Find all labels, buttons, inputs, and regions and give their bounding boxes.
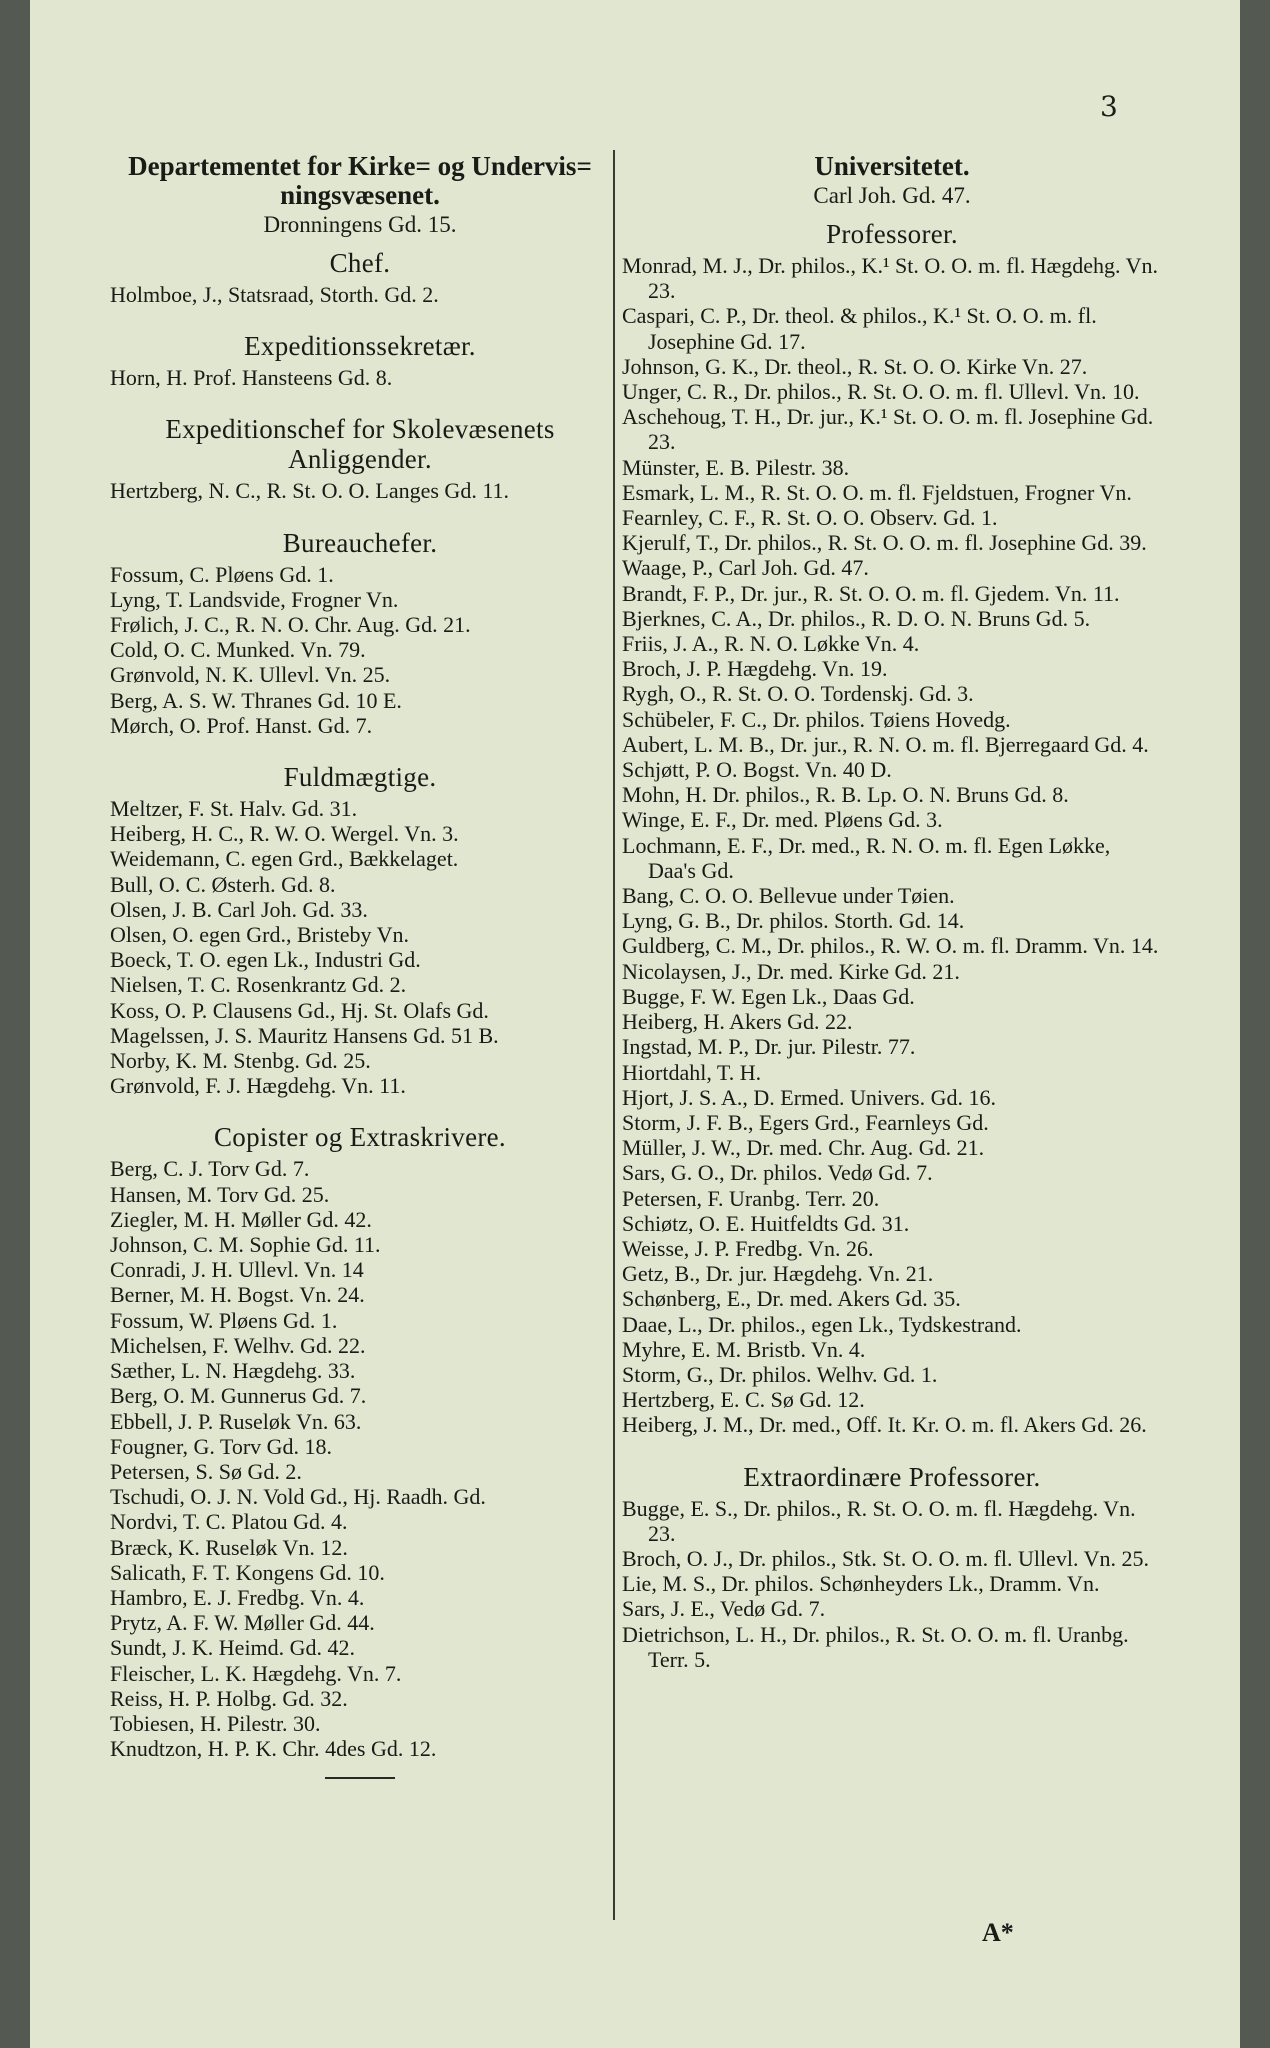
directory-entry: Bugge, E. S., Dr. philos., R. St. O. O. m. fl. Hægdehg. Vn. 23. <box>622 1495 1136 1546</box>
directory-entry: Boeck, T. O. egen Lk., Industri Gd. <box>110 947 421 973</box>
page-number: 3 <box>1100 90 1118 123</box>
directory-entry: Knudtzon, H. P. K. Chr. 4des Gd. 12. <box>110 1736 437 1762</box>
directory-entry: Fearnley, C. F., R. St. O. O. Observ. Gd. 1. <box>622 505 998 531</box>
directory-entry: Fossum, W. Pløens Gd. 1. <box>110 1307 338 1333</box>
directory-entry: Bang, C. O. O. Bellevue under Tøien. <box>622 883 955 909</box>
directory-entry: Mohn, H. Dr. philos., R. B. Lp. O. N. Bruns Gd. 8. <box>622 782 1069 808</box>
directory-entry: Petersen, S. Sø Gd. 2. <box>110 1458 302 1484</box>
directory-entry: Berner, M. H. Bogst. Vn. 24. <box>110 1282 365 1308</box>
directory-entry: Caspari, C. P., Dr. theol. & philos., K.¹ St. O. O. m. fl. Josephine Gd. 17. <box>622 303 1097 354</box>
directory-entry: Fossum, C. Pløens Gd. 1. <box>110 561 334 587</box>
directory-entry: Nielsen, T. C. Rosenkrantz Gd. 2. <box>110 972 407 998</box>
university-title: Universitetet. <box>814 151 970 181</box>
directory-entry: Broch, J. P. Hægdehg. Vn. 19. <box>622 656 888 682</box>
directory-entry: Lyng, T. Landsvide, Frogner Vn. <box>110 586 399 612</box>
directory-entry: Johnson, C. M. Sophie Gd. 11. <box>110 1232 381 1258</box>
directory-entry: Hansen, M. Torv Gd. 25. <box>110 1181 330 1207</box>
directory-entry: Lochmann, E. F., Dr. med., R. N. O. m. fl. Egen Løkke, Daa's Gd. <box>622 832 1111 883</box>
directory-entry: Heiberg, H. C., R. W. O. Wergel. Vn. 3. <box>110 821 459 847</box>
right-sections <box>622 219 1162 1672</box>
directory-entry: Esmark, L. M., R. St. O. O. m. fl. Fjeldstuen, Frogner Vn. <box>622 479 1132 505</box>
directory-entry: Holmboe, J., Statsraad, Storth. Gd. 2. <box>110 282 439 307</box>
directory-entry: Storm, J. F. B., Egers Grd., Fearnleys Gd. <box>622 1109 989 1135</box>
directory-entry: Conradi, J. H. Ullevl. Vn. 14 <box>110 1257 364 1283</box>
directory-entry: Guldberg, C. M., Dr. philos., R. W. O. m. fl. Dramm. Vn. 14. <box>622 933 1159 959</box>
directory-entry: Johnson, G. K., Dr. theol., R. St. O. O. Kirke Vn. 27. <box>622 353 1088 379</box>
directory-entry: Tobiesen, H. Pilestr. 30. <box>110 1710 321 1736</box>
directory-entry: Dietrichson, L. H., Dr. philos., R. St. O. O. m. fl. Uranbg. Terr. 5. <box>622 1621 1129 1672</box>
directory-entry: Rygh, O., R. St. O. O. Tordenskj. Gd. 3. <box>622 681 974 707</box>
directory-entry: Reiss, H. P. Holbg. Gd. 32. <box>110 1685 348 1711</box>
directory-entry: Sundt, J. K. Heimd. Gd. 42. <box>110 1635 356 1661</box>
directory-entry: Berg, A. S. W. Thranes Gd. 10 E. <box>110 687 402 713</box>
directory-entry: Olsen, J. B. Carl Joh. Gd. 33. <box>110 896 368 922</box>
directory-entry: Getz, B., Dr. jur. Hægdehg. Vn. 21. <box>622 1261 934 1287</box>
section-heading: Professorer. <box>826 219 958 249</box>
directory-entry: Bugge, F. W. Egen Lk., Daas Gd. <box>622 983 915 1009</box>
directory-entry: Petersen, F. Uranbg. Terr. 20. <box>622 1185 880 1211</box>
directory-entry: Nordvi, T. C. Platou Gd. 4. <box>110 1509 348 1535</box>
end-rule <box>325 1777 395 1779</box>
directory-entry: Weisse, J. P. Fredbg. Vn. 26. <box>622 1235 874 1261</box>
directory-entry: Ziegler, M. H. Møller Gd. 42. <box>110 1206 372 1232</box>
directory-entry: Weidemann, C. egen Grd., Bækkelaget. <box>110 846 459 872</box>
directory-entry: Kjerulf, T., Dr. philos., R. St. O. O. m. fl. Josephine Gd. 39. <box>622 530 1147 556</box>
directory-entry: Hertzberg, E. C. Sø Gd. 12. <box>622 1387 865 1413</box>
directory-entry: Berg, C. J. Torv Gd. 7. <box>110 1156 310 1182</box>
directory-entry: Fleischer, L. K. Hægdehg. Vn. 7. <box>110 1660 402 1686</box>
directory-entry: Berg, O. M. Gunnerus Gd. 7. <box>110 1383 367 1409</box>
directory-entry: Horn, H. Prof. Hansteens Gd. 8. <box>110 365 393 391</box>
directory-entry: Bræck, K. Ruseløk Vn. 12. <box>110 1534 348 1560</box>
directory-entry: Müller, J. W., Dr. med. Chr. Aug. Gd. 21. <box>622 1135 985 1161</box>
directory-entry: Olsen, O. egen Grd., Bristeby Vn. <box>110 922 409 948</box>
directory-entry: Aubert, L. M. B., Dr. jur., R. N. O. m. fl. Bjerregaard Gd. 4. <box>622 731 1149 757</box>
right-column <box>622 152 1162 1672</box>
section-heading: Chef. <box>329 248 391 278</box>
directory-entry: Fougner, G. Torv Gd. 18. <box>110 1433 333 1459</box>
left-sections <box>110 248 610 1761</box>
directory-entry: Grønvold, N. K. Ullevl. Vn. 25. <box>110 662 391 688</box>
directory-entry: Münster, E. B. Pilestr. 38. <box>622 454 850 480</box>
directory-entry: Salicath, F. T. Kongens Gd. 10. <box>110 1559 385 1585</box>
directory-entry: Ingstad, M. P., Dr. jur. Pilestr. 77. <box>622 1034 916 1060</box>
directory-entry: Tschudi, O. J. N. Vold Gd., Hj. Raadh. Gd. <box>110 1484 486 1510</box>
directory-entry: Schønberg, E., Dr. med. Akers Gd. 35. <box>622 1286 961 1312</box>
directory-entry: Sars, G. O., Dr. philos. Vedø Gd. 7. <box>622 1160 933 1186</box>
directory-entry: Lie, M. S., Dr. philos. Schønheyders Lk., Dramm. Vn. <box>622 1571 1100 1597</box>
directory-entry: Hambro, E. J. Fredbg. Vn. 4. <box>110 1584 365 1610</box>
column-divider <box>613 150 615 1920</box>
directory-entry: Hiortdahl, T. H. <box>622 1059 762 1085</box>
directory-entry: Bull, O. C. Østerh. Gd. 8. <box>110 871 336 897</box>
directory-entry: Winge, E. F., Dr. med. Pløens Gd. 3. <box>622 807 943 833</box>
department-address: Dronningens Gd. 15. <box>263 212 457 237</box>
directory-entry: Nicolaysen, J., Dr. med. Kirke Gd. 21. <box>622 958 960 984</box>
signature-mark: A* <box>982 1918 1014 1947</box>
directory-entry: Lyng, G. B., Dr. philos. Storth. Gd. 14. <box>622 908 965 934</box>
directory-entry: Cold, O. C. Munked. Vn. 79. <box>110 637 366 663</box>
section-heading: Fuldmægtige. <box>283 762 437 793</box>
department-title: Departementet for Kirke= og Undervis= ningsvæsenet. <box>128 151 592 210</box>
directory-entry: Michelsen, F. Welhv. Gd. 22. <box>110 1332 366 1358</box>
section-heading: Expeditionssekretær. <box>244 331 476 362</box>
directory-entry: Myhre, E. M. Bristb. Vn. 4. <box>622 1336 866 1362</box>
section-heading: Extraordinære Professorer. <box>743 1461 1041 1492</box>
directory-entry: Friis, J. A., R. N. O. Løkke Vn. 4. <box>622 631 920 657</box>
directory-entry: Schjøtt, P. O. Bogst. Vn. 40 D. <box>622 757 892 783</box>
directory-entry: Ebbell, J. P. Ruseløk Vn. 63. <box>110 1408 362 1434</box>
directory-entry: Hjort, J. S. A., D. Ermed. Univers. Gd. 16. <box>622 1084 996 1110</box>
directory-entry: Mørch, O. Prof. Hanst. Gd. 7. <box>110 712 373 738</box>
directory-entry: Magelssen, J. S. Mauritz Hansens Gd. 51 B. <box>110 1022 499 1048</box>
directory-entry: Frølich, J. C., R. N. O. Chr. Aug. Gd. 21. <box>110 612 471 638</box>
directory-entry: Schübeler, F. C., Dr. philos. Tøiens Hovedg. <box>622 706 1011 732</box>
directory-entry: Bjerknes, C. A., Dr. philos., R. D. O. N. Bruns Gd. 5. <box>622 605 1091 631</box>
university-address: Carl Joh. Gd. 47. <box>813 183 971 208</box>
directory-entry: Koss, O. P. Clausens Gd., Hj. St. Olafs Gd. <box>110 997 489 1023</box>
directory-entry: Daae, L., Dr. philos., egen Lk., Tydskestrand. <box>622 1311 1022 1337</box>
directory-entry: Meltzer, F. St. Halv. Gd. 31. <box>110 796 358 822</box>
section-heading: Expeditionschef for Skolevæsenets Anliggender. <box>165 414 555 475</box>
section-heading: Bureauchefer. <box>282 527 438 558</box>
section-heading: Copister og Extraskrivere. <box>214 1122 506 1153</box>
directory-entry: Grønvold, F. J. Hægdehg. Vn. 11. <box>110 1073 406 1099</box>
directory-entry: Heiberg, H. Akers Gd. 22. <box>622 1009 853 1035</box>
directory-entry: Monrad, M. J., Dr. philos., K.¹ St. O. O. m. fl. Hægdehg. Vn. 23. <box>622 253 1159 304</box>
directory-entry: Sars, J. E., Vedø Gd. 7. <box>622 1596 826 1622</box>
directory-entry: Brandt, F. P., Dr. jur., R. St. O. O. m. fl. Gjedem. Vn. 11. <box>622 580 1120 606</box>
directory-entry: Unger, C. R., Dr. philos., R. St. O. O. m. fl. Ullevl. Vn. 10. <box>622 379 1140 405</box>
directory-entry: Norby, K. M. Stenbg. Gd. 25. <box>110 1048 371 1074</box>
directory-entry: Schiøtz, O. E. Huitfeldts Gd. 31. <box>622 1210 910 1236</box>
left-column <box>110 152 610 1779</box>
directory-entry: Storm, G., Dr. philos. Welhv. Gd. 1. <box>622 1361 938 1387</box>
directory-entry: Aschehoug, T. H., Dr. jur., K.¹ St. O. O. m. fl. Josephine Gd. 23. <box>622 404 1154 455</box>
directory-entry: Sæther, L. N. Hægdehg. 33. <box>110 1358 356 1384</box>
document-page <box>30 0 1240 2048</box>
directory-entry: Waage, P., Carl Joh. Gd. 47. <box>622 555 869 581</box>
directory-entry: Hertzberg, N. C., R. St. O. O. Langes Gd. 11. <box>110 478 510 504</box>
directory-entry: Prytz, A. F. W. Møller Gd. 44. <box>110 1610 375 1636</box>
directory-entry: Heiberg, J. M., Dr. med., Off. It. Kr. O. m. fl. Akers Gd. 26. <box>622 1412 1147 1438</box>
directory-entry: Broch, O. J., Dr. philos., Stk. St. O. O. m. fl. Ullevl. Vn. 25. <box>622 1545 1150 1571</box>
